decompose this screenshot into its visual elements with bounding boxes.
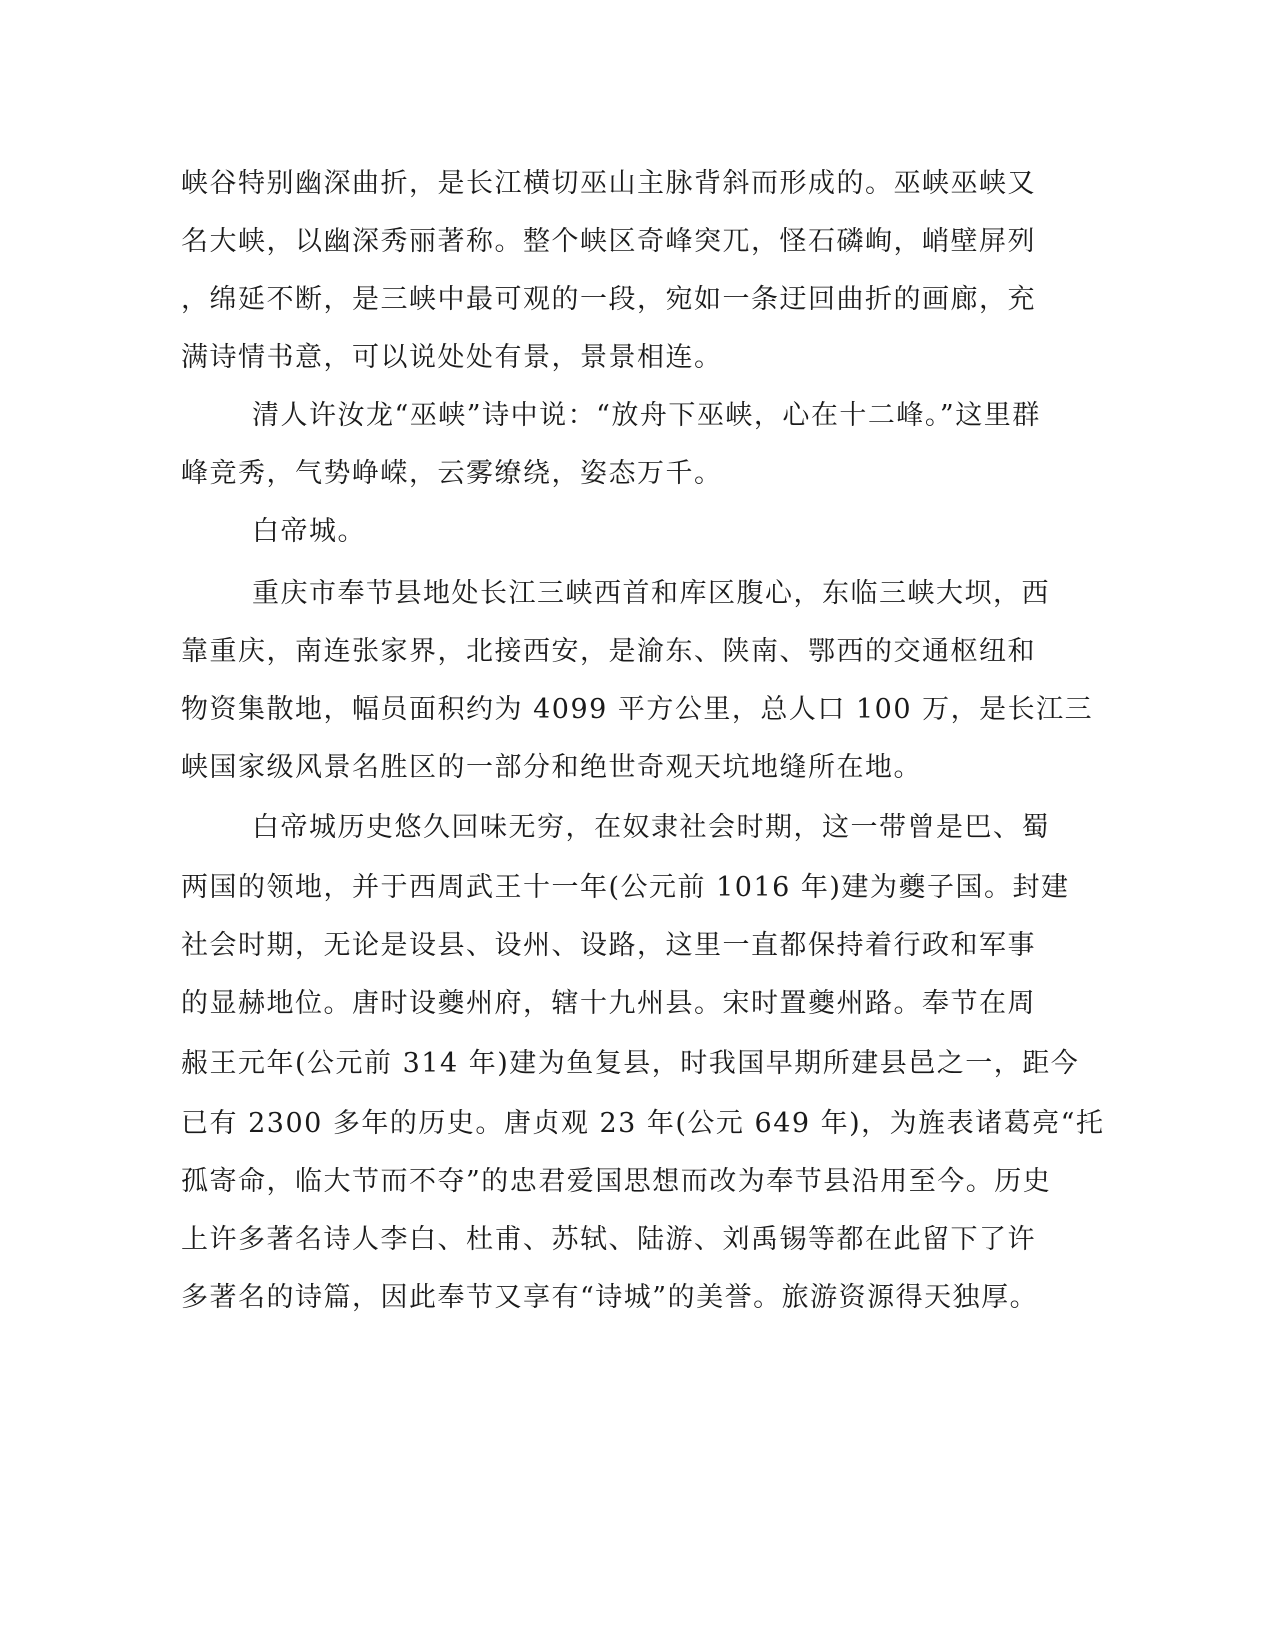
text-line: 峡谷特别幽深曲折，是长江横切巫山主脉背斜而形成的。巫峡巫峡又 — [181, 168, 1036, 199]
text-line: 峡国家级风景名胜区的一部分和绝世奇观天坑地缝所在地。 — [181, 752, 922, 783]
text-line: 上许多著名诗人李白、杜甫、苏轼、陆游、刘禹锡等都在此留下了许 — [181, 1224, 1036, 1255]
text-line: 孤寄命，临大节而不夺”的忠君爱国思想而改为奉节县沿用至今。历史 — [181, 1166, 1052, 1197]
text-line: 社会时期，无论是设县、设州、设路，这里一直都保持着行政和军事 — [181, 930, 1036, 961]
text-line: 多著名的诗篇，因此奉节又享有“诗城”的美誉。旅游资源得天独厚。 — [181, 1282, 1039, 1313]
text-line: 已有 2300 多年的历史。唐贞观 23 年(公元 649 年)，为旌表诸葛亮“托 — [181, 1108, 1105, 1139]
paragraph-start-line: 重庆市奉节县地处长江三峡西首和库区腹心，东临三峡大坝，西 — [252, 578, 1050, 609]
paragraph-start-line: 清人许汝龙“巫峡”诗中说：“放舟下巫峡，心在十二峰。”这里群 — [252, 400, 1041, 431]
text-line: ，绵延不断，是三峡中最可观的一段，宛如一条迂回曲折的画廊，充 — [181, 284, 1036, 315]
text-line: 靠重庆，南连张家界，北接西安，是渝东、陕南、鄂西的交通枢纽和 — [181, 636, 1036, 667]
text-line: 物资集散地，幅员面积约为 4099 平方公里，总人口 100 万，是长江三 — [181, 694, 1094, 725]
text-line: 满诗情书意，可以说处处有景，景景相连。 — [181, 342, 723, 373]
section-heading: 白帝城。 — [252, 516, 366, 547]
text-line: 峰竞秀，气势峥嵘，云雾缭绕，姿态万千。 — [181, 458, 723, 489]
text-line: 两国的领地，并于西周武王十一年(公元前 1016 年)建为夔子国。封建 — [181, 872, 1070, 903]
text-line: 赧王元年(公元前 314 年)建为鱼复县，时我国早期所建县邑之一，距今 — [181, 1048, 1080, 1079]
text-line: 名大峡，以幽深秀丽著称。整个峡区奇峰突兀，怪石磷峋，峭壁屏列 — [181, 226, 1036, 257]
paragraph-start-line: 白帝城历史悠久回味无穷，在奴隶社会时期，这一带曾是巴、蜀 — [252, 812, 1050, 843]
text-line: 的显赫地位。唐时设夔州府，辖十九州县。宋时置夔州路。奉节在周 — [181, 988, 1036, 1019]
